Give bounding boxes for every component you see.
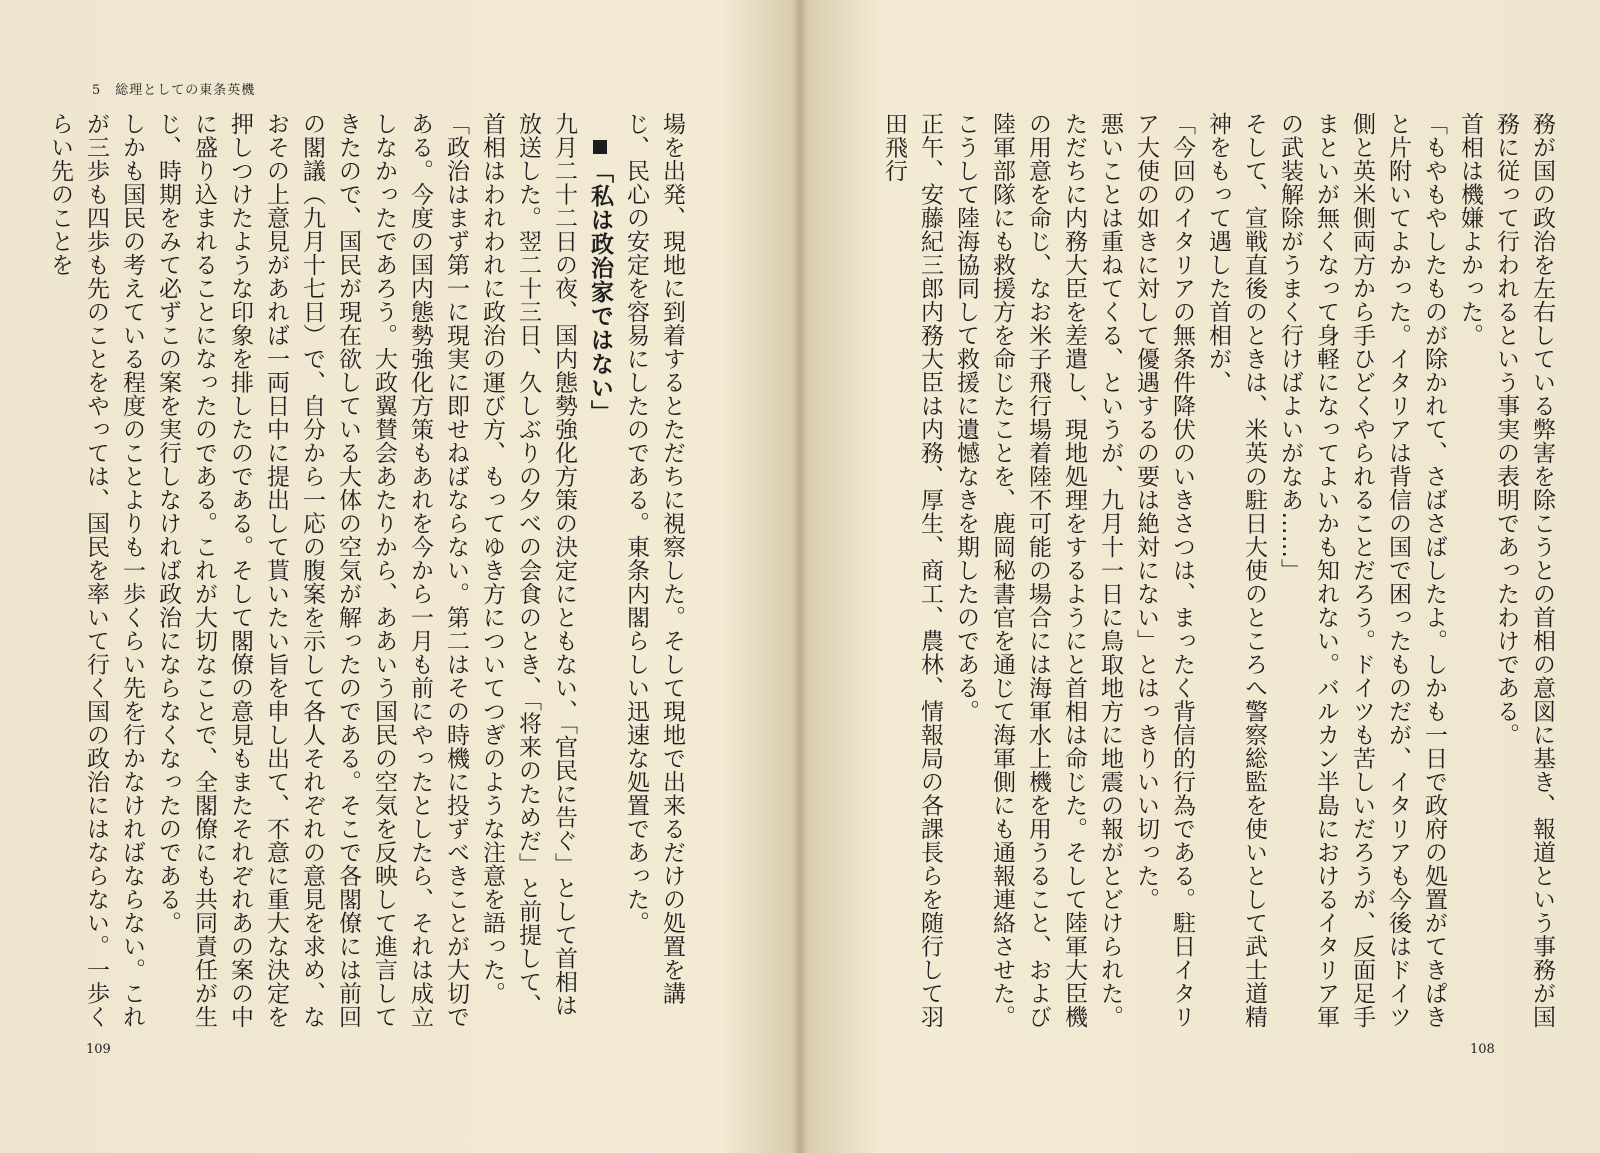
right-page-text	[880, 112, 1560, 1032]
paragraph: 「政治はまず第一に現実に即せねばならない。第二はその時機に投ずべきことが大切である。今度の国内態勢強化方策もあれを今から一月も前にやったとしたら、それは成立しなかったであろう。大政翼賛会あたりから、ああいう国民の空気を反映して進言してきたので、国民が現在欲している大体の空気が解ったのである。そこで各閣僚には前回の閣議（九月十七日）で、自分から一応の腹案を示して各人それぞれの意見を求め、なおその上意見があれば一両日中に提出して貰いたい旨を申し出て、不意に重大な決定を押しつけたような印象を排したのである。そして閣僚の意見もまたそれぞれあの案の中に盛り込まれることになったのである。これが大切なことで、全閣僚にも共同責任が生じ、時期をみて必ずこの案を実行しなければ政治にならなくなったのである。	[155, 112, 469, 1029]
paragraph: 首相は機嫌よかった。	[1457, 112, 1483, 347]
page-number: 108	[1470, 1042, 1495, 1057]
heading-marker-icon	[593, 140, 607, 154]
paragraph: しかも国民の考えている程度のことよりも一歩くらい先を行かなければならない。これが三歩も四歩も先のことをやっては、国民を率いて行く国の政治にはならない。一歩くらい先のことを	[47, 112, 145, 1029]
right-page	[800, 0, 1600, 1153]
paragraph: 悪いことは重ねてくる、というが、九月十一日に鳥取地方に地震の報がとどけられた。ただちに内務大臣を差遣し、現地処理をするようにと首相は命じた。そして陸軍大臣機の用意を命じ、なお米子飛行場着陸不可能の場合には海軍水上機を用うること、および陸軍部隊にも救援方を命じたことを、鹿岡秘書官を通じて海軍側にも通報連絡させた。こうして陸海協同して救援に遺憾なきを期したのである。	[953, 112, 1123, 1029]
paragraph: 九月二十二日の夜、国内態勢強化方策の決定にともない、「官民に告ぐ」として首相は放送した。翌二十三日、久しぶりの夕べの会食のとき、「将来のためだ」と前提して、首相はわれわれに政治の運び方、もってゆき方についてつぎのような注意を語った。	[479, 112, 577, 1017]
left-page-text	[47, 112, 690, 1032]
paragraph: 場を出発、現地に到着するとただちに視察した。そして現地で出来るだけの処置を講じ、民心の安定を容易にしたのである。東条内閣らしい迅速な処置であった。	[623, 112, 685, 1005]
paragraph: 務が国の政治を左右している弊害を除こうとの首相の意図に基き、報道という事務が国務に従って行われるという事実の表明であったわけである。	[1493, 112, 1555, 1029]
section-heading-text: 「私は政治家ではない」	[587, 160, 613, 424]
paragraph: 正午、安藤紀三郎内務大臣は内務、厚生、商工、農林、情報局の各課長らを随行して羽田飛行	[881, 112, 943, 1029]
paragraph: 「今回のイタリアの無条件降伏のいきさつは、まったく背信的行為である。駐日イタリア大使の如きに対して優遇するの要は絶対にない」とはっきりいい切った。	[1133, 112, 1195, 1029]
section-heading	[582, 140, 618, 1032]
page-number: 109	[86, 1042, 111, 1057]
running-head: 5 総理としての東条英機	[92, 83, 256, 98]
paragraph: そして、宣戦直後のときは、米英の駐日大使のところへ警察総監を使いとして武士道精神をもって遇した首相が、	[1205, 112, 1267, 1029]
paragraph: 「もやもやしたものが除かれて、さばさばしたよ。しかも一日で政府の処置がてきぱきと片附いてよかった。イタリアは背信の国で困ったものだが、イタリアも今後はドイツ側と英米側両方から手ひどくやられることだろう。ドイツも苦しいだろうが、反面足手まといが無くなって身軽になってよいかも知れない。バルカン半島におけるイタリア軍の武装解除がうまく行けばよいがなあ……」	[1277, 112, 1447, 1029]
